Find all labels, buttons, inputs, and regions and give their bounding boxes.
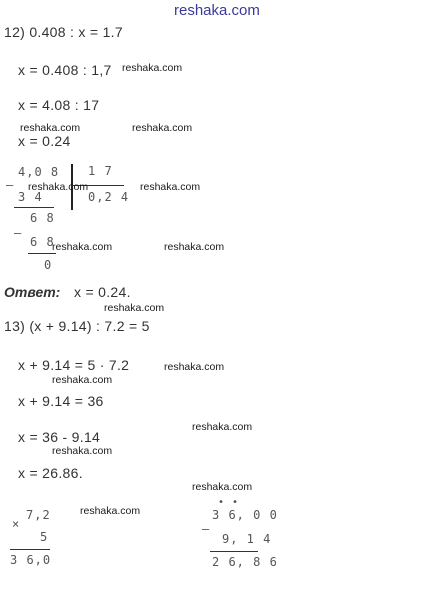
multiplication-result: 3 6,0	[10, 553, 52, 567]
watermark: reshaka.com	[104, 302, 165, 314]
answer-value: x = 0.24.	[74, 284, 131, 300]
multiplication-line	[10, 549, 50, 550]
problem-13-step-1: x + 9.14 = 5 · 7.2	[18, 357, 130, 373]
watermark: reshaka.com	[20, 122, 81, 134]
problem-12-step-3: x = 0.24	[18, 133, 71, 149]
minus-sign: –	[6, 178, 15, 192]
watermark: reshaka.com	[122, 62, 183, 74]
problem-13-step-3: x = 36 - 9.14	[18, 429, 101, 445]
multiplicand: 7,2	[26, 508, 51, 522]
minuend: 3 6, 0 0	[212, 508, 278, 522]
multiplier: 5	[40, 530, 49, 544]
multiply-sign: ×	[12, 517, 21, 531]
division-quotient: 0,2 4	[88, 190, 130, 204]
division-remainder-final: 0	[44, 258, 53, 272]
watermark: reshaka.com	[80, 505, 141, 517]
problem-13-step-2: x + 9.14 = 36	[18, 393, 104, 409]
watermark: reshaka.com	[164, 361, 225, 373]
division-line-1	[14, 207, 54, 208]
watermark: reshaka.com	[132, 122, 193, 134]
watermark: reshaka.com	[140, 181, 201, 193]
minus-sign: –	[14, 226, 23, 240]
division-subtrahend-2: 6 8	[30, 235, 55, 249]
watermark: reshaka.com	[52, 374, 113, 386]
division-dividend: 4,0 8	[18, 165, 60, 179]
answer-label: Ответ:	[4, 284, 61, 300]
minus-sign: –	[202, 522, 211, 536]
problem-13-header: 13) (x + 9.14) : 7.2 = 5	[4, 318, 150, 334]
watermark: reshaka.com	[28, 181, 89, 193]
problem-12-step-1: x = 0.408 : 1,7	[18, 62, 112, 78]
borrow-dots: • •	[218, 497, 240, 508]
division-line-2	[28, 253, 56, 254]
watermark: reshaka.com	[192, 421, 253, 433]
subtraction-result: 2 6, 8 6	[212, 555, 278, 569]
problem-12-step-2: x = 4.08 : 17	[18, 97, 100, 113]
watermark: reshaka.com	[164, 241, 225, 253]
watermark: reshaka.com	[52, 241, 113, 253]
division-subtrahend-1: 3 4	[18, 190, 43, 204]
division-remainder-1: 6 8	[30, 211, 55, 225]
subtrahend: 9, 1 4	[222, 532, 272, 546]
subtraction-line	[210, 551, 258, 552]
problem-12-header: 12) 0.408 : x = 1.7	[4, 24, 123, 40]
watermark: reshaka.com	[52, 445, 113, 457]
site-header: reshaka.com	[174, 2, 260, 19]
watermark: reshaka.com	[192, 481, 253, 493]
division-divisor: 1 7	[88, 164, 113, 178]
problem-13-step-4: x = 26.86.	[18, 465, 83, 481]
